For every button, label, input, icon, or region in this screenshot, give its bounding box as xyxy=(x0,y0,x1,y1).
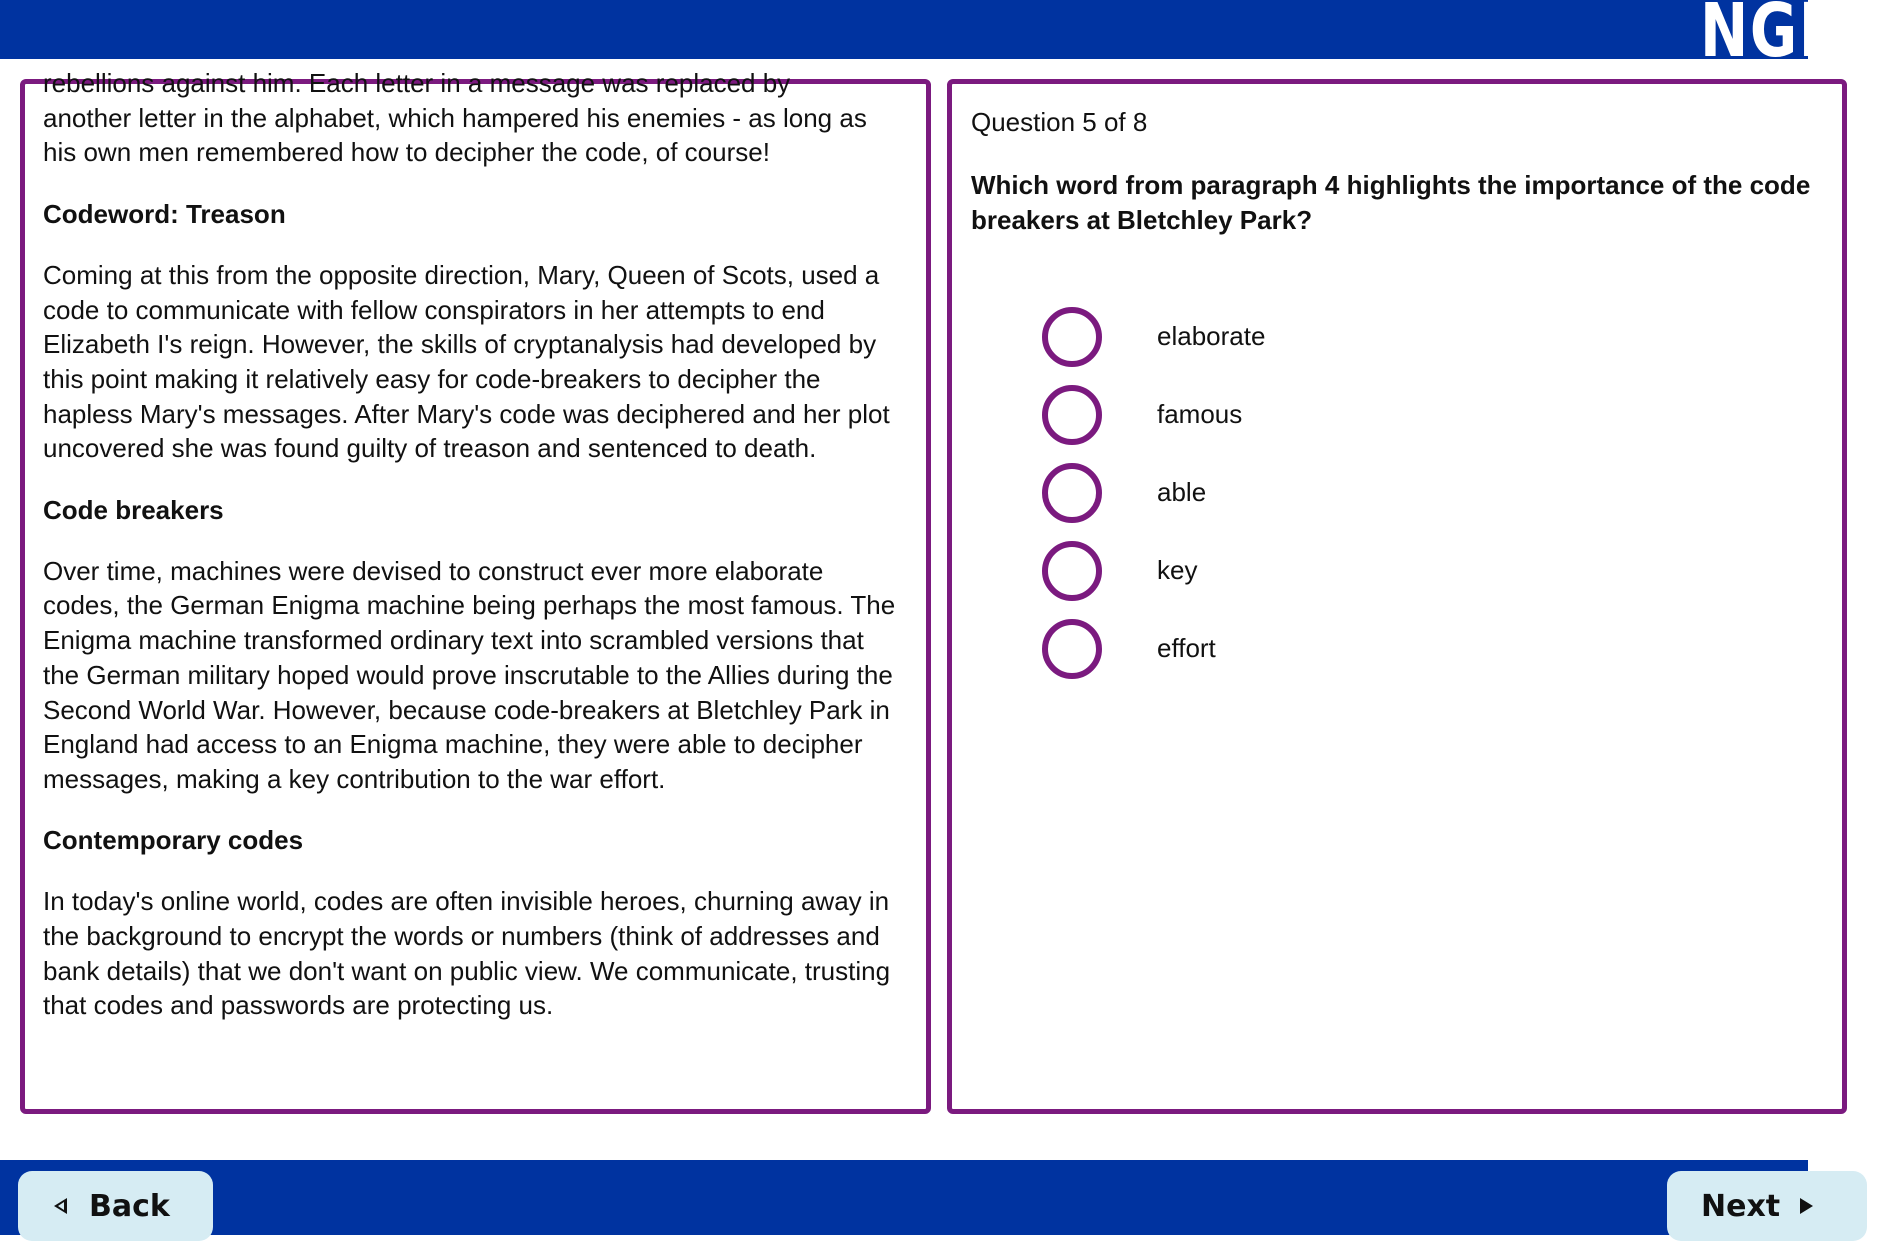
answer-option-label: key xyxy=(1157,555,1198,585)
section-heading-code-breakers: Code breakers xyxy=(43,494,224,525)
next-button-label: Next xyxy=(1701,1188,1781,1224)
answer-option-famous[interactable] xyxy=(1042,385,1442,445)
radio-button[interactable] xyxy=(1042,307,1102,367)
question-counter: Question 5 of 8 xyxy=(971,107,1148,137)
section-heading-contemporary-codes: Contemporary codes xyxy=(43,825,304,856)
question-panel xyxy=(947,79,1847,1114)
passage-paragraph-5: In today's online world, codes are often invisible heroes, churning away in the background to encrypt the words or numbers (think of addresses and bank details) that we don't want on public view. We communicate, trusting that codes and passwords are protecting us. xyxy=(43,886,891,1021)
answer-option-label: effort xyxy=(1157,633,1216,663)
back-button[interactable] xyxy=(18,1171,213,1241)
passage-paragraph-intro: another letter in the alphabet, which hampered his enemies - as long as his own men remembered how to decipher the code, of course! xyxy=(43,102,867,168)
answer-option-label: able xyxy=(1157,477,1207,507)
question-text: Which word from paragraph 4 highlights the importance of the code breakers at Bletchley Park? xyxy=(971,170,1811,235)
passage-paragraph-4: Over time, machines were devised to construct ever more elaborate codes, the German Enigma machine being perhaps the most famous. The Enigma machine transformed ordinary text into scrambled versions that the German military hoped would prove inscrutable to the Allies during the Second World War. However, because code-breakers at Bletchley Park in England had access to an Enigma machine, they were able to decipher messages, making a key contribution to the war effort. xyxy=(43,555,896,794)
answer-option-label: elaborate xyxy=(1157,321,1266,351)
section-heading-codeword-treason: Codeword: Treason xyxy=(43,198,286,229)
passage-paragraph-cutoff: rebellions against him. Each letter in a message was replaced by xyxy=(43,68,791,98)
passage-panel[interactable] xyxy=(20,68,931,1114)
answer-option-key[interactable] xyxy=(1042,541,1442,601)
answer-option-label: famous xyxy=(1157,399,1243,429)
radio-button[interactable] xyxy=(1042,619,1102,679)
radio-button[interactable] xyxy=(1042,541,1102,601)
answer-option-able[interactable] xyxy=(1042,463,1442,523)
next-arrow-icon xyxy=(1800,1198,1813,1214)
passage-text xyxy=(43,66,903,1050)
radio-button[interactable] xyxy=(1042,385,1102,445)
answer-option-elaborate[interactable] xyxy=(1042,307,1442,367)
next-button[interactable] xyxy=(1667,1171,1867,1241)
top-banner xyxy=(0,0,1883,74)
ngrt-logo: NGRT xyxy=(1700,0,1883,74)
passage-paragraph-3: Coming at this from the opposite direction, Mary, Queen of Scots, used a code to communicate with fellow conspirators in her attempts to end Elizabeth I's reign. However, the skills of cryptanalysis had developed by this point making it relatively easy for code-breakers to decipher the hapless Mary's messages. After Mary's code was deciphered and her plot uncovered she was found guilty of treason and sentenced to death. xyxy=(43,259,890,464)
radio-button[interactable] xyxy=(1042,463,1102,523)
back-arrow-icon xyxy=(54,1198,67,1214)
back-button-label: Back xyxy=(89,1188,170,1224)
bottom-nav-bar xyxy=(0,1160,1808,1235)
answer-option-effort[interactable] xyxy=(1042,619,1442,679)
